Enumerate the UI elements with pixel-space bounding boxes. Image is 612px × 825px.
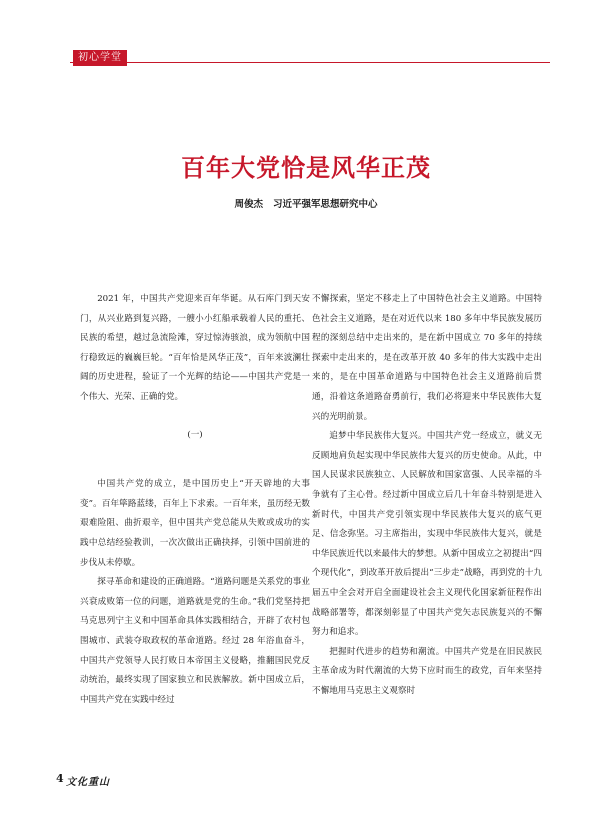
section-heading: (一)	[187, 429, 203, 440]
left-column	[80, 290, 310, 710]
paragraph-continued: 不懈探索，坚定不移走上了中国特色社会主义道路。中国特色社会主义道路，是在对近代以来 180 多年中华民族发展历程的深刻总结中走出来的，是在新中国成立 70 多年的持续探索中走出来的，是在改革开放 40 多年的伟大实践中走出来的，是在中国革命道路与中国特色社会主义道路前后贯通，沿着这条道路奋勇前行，我们必将迎来中华民族伟大复兴的光明前景。	[312, 294, 542, 422]
paragraph: 2021 年，中国共产党迎来百年华诞。从石库门到天安门，从兴业路到复兴路，一艘小小红船承载着人民的重托、民族的希望，越过急流险滩，穿过惊涛骇浪，成为领航中国行稳致远的巍巍巨轮。“百年恰是风华正茂”，百年来波澜壮阔的历史进程，验证了一个光辉的结论——中国共产党是一个伟大、光荣、正确的党。	[80, 294, 310, 402]
page-number: 4	[56, 772, 64, 785]
author-affiliation: 习近平强军思想研究中心	[273, 199, 378, 210]
paragraph: 中国共产党的成立，是中国历史上“开天辟地的大事变”。百年筚路蓝缕，百年上下求索。一百年来，虽历经无数艰难险阻、曲折艰辛，但中国共产党总能从失败或成功的实践中总结经验教训，一次次做出正确抉择，引领中国前进的步伐从未停歇。	[80, 479, 310, 568]
byline	[0, 196, 612, 210]
paragraph: 追梦中华民族伟大复兴。中国共产党一经成立，就义无反顾地肩负起实现中华民族伟大复兴的历史使命。从此，中国人民谋求民族独立、人民解放和国家富强、人民幸福的斗争就有了主心骨。经过新中国成立后几十年奋斗特别是进入新时代，中国共产党引领实现中华民族伟大复兴的底气更足、信念弥坚。习主席指出，实现中华民族伟大复兴，就是中华民族近代以来最伟大的梦想。从新中国成立之初提出“四个现代化”，到改革开放后提出“三步走”战略，再到党的十九届五中全会对开启全面建设社会主义现代化国家新征程作出战略部署等，都深刻彰显了中国共产党矢志民族复兴的不懈努力和追求。	[312, 431, 542, 638]
article-title: 百年大党恰是风华正茂	[181, 154, 431, 182]
paragraph: 探寻革命和建设的正确道路。“道路问题是关系党的事业兴衰成败第一位的问题，道路就是党的生命。”我们党坚持把马克思列宁主义和中国革命具体实践相结合，开辟了农村包围城市、武装夺取政权的革命道路。经过 28 年浴血奋斗，中国共产党领导人民打败日本帝国主义侵略，推翻国民党反动统治，最终实现了国家独立和民族解放。新中国成立后，中国共产党在实践中经过	[80, 577, 310, 705]
author-name: 周俊杰	[234, 199, 263, 210]
right-column	[312, 290, 542, 701]
magazine-logo: 文化重山	[66, 777, 110, 788]
paragraph: 把握时代进步的趋势和潮流。中国共产党是在旧民族民主革命成为时代潮流的大势下应时而生的政党，百年来坚持不懈地用马克思主义观察时	[312, 646, 542, 696]
header-rule	[70, 62, 550, 63]
section-tag: 初心学堂	[73, 50, 127, 66]
